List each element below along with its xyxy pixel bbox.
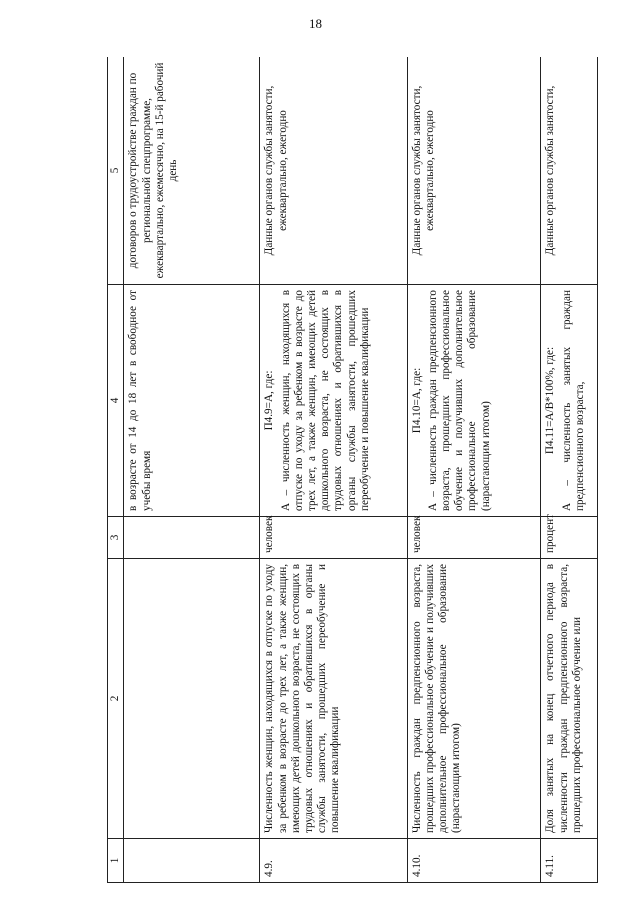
header-col-3: 3 <box>108 517 124 559</box>
page-number: 18 <box>309 16 322 31</box>
indicator-name: Численность женщин, находящихся в отпуске по уходу за ребенком в возрасте до трех лет, а также женщин, имеющих детей дошкольного возраста, не состоящих в трудовых отношениях и обратившихся в органы службы занятости, прошедших переобучение и повышение квалификации <box>260 559 407 839</box>
indicator-name <box>124 559 260 839</box>
table-row <box>124 57 260 883</box>
calculation-method <box>124 285 260 517</box>
calculation-formula: П4.9=А, где: <box>263 370 276 431</box>
table-viewport <box>107 57 598 883</box>
calculation-method-text: А – численность занятых граждан предпенсионного возраста, <box>560 290 586 511</box>
header-col-1: 1 <box>108 839 124 883</box>
indicator-name: Доля занятых на конец отчетного периода в численности граждан предпенсионного возраста, прошедших профессиональное обучение или <box>541 559 598 839</box>
calculation-formula: П4.10=А, где: <box>410 367 423 434</box>
data-source: договоров о трудоустройстве граждан по региональной спецпрограмме, ежеквартально, ежемесячно, на 15-й рабочий день <box>124 57 260 285</box>
indicator-unit: человек <box>407 517 541 559</box>
rotated-table-container <box>107 57 598 883</box>
data-source: Данные органов службы занятости, ежеквартально, ежегодно <box>407 57 541 285</box>
indicators-table <box>107 57 598 883</box>
table-row <box>260 57 407 883</box>
calculation-formula: П4.11=А/В*100%, где: <box>544 346 557 455</box>
calculation-method <box>541 285 598 517</box>
row-number <box>124 839 260 883</box>
table-header-row <box>108 57 124 883</box>
calculation-method-text: А – численность граждан предпенсионного возраста, прошедших профессиональное обучение и получивших дополнительное профессиональное образование (нарастающим итогом) <box>426 290 492 511</box>
header-col-2: 2 <box>108 559 124 839</box>
table-row <box>541 57 598 883</box>
calculation-method <box>407 285 541 517</box>
indicator-name: Численность граждан предпенсионного возраста, прошедших профессиональное обучение и получивших дополнительное профессиональное образование (нарастающим итогом) <box>407 559 541 839</box>
table-row <box>407 57 541 883</box>
row-number: 4.9. <box>260 839 407 883</box>
row-number: 4.11. <box>541 839 598 883</box>
header-col-4: 4 <box>108 285 124 517</box>
indicator-unit: процент <box>541 517 598 559</box>
header-col-5: 5 <box>108 57 124 285</box>
indicator-unit <box>124 517 260 559</box>
data-source: Данные органов службы занятости, <box>541 57 598 285</box>
indicator-unit: человек <box>260 517 407 559</box>
row-number: 4.10. <box>407 839 541 883</box>
calculation-method <box>260 285 407 517</box>
calculation-method-text: в возрасте от 14 до 18 лет в свободное от учебы время <box>127 290 153 511</box>
calculation-method-text: А – численность женщин, находящихся в отпуске по уходу за ребенком в возрасте до трех лет, а также женщин, имеющих детей дошкольного возраста, не состоящих в трудовых отношениях и обратившихся в органы службы занятости, прошедших переобучение и повышение квалификации <box>279 290 371 511</box>
data-source: Данные органов службы занятости, ежеквартально, ежегодно <box>260 57 407 285</box>
